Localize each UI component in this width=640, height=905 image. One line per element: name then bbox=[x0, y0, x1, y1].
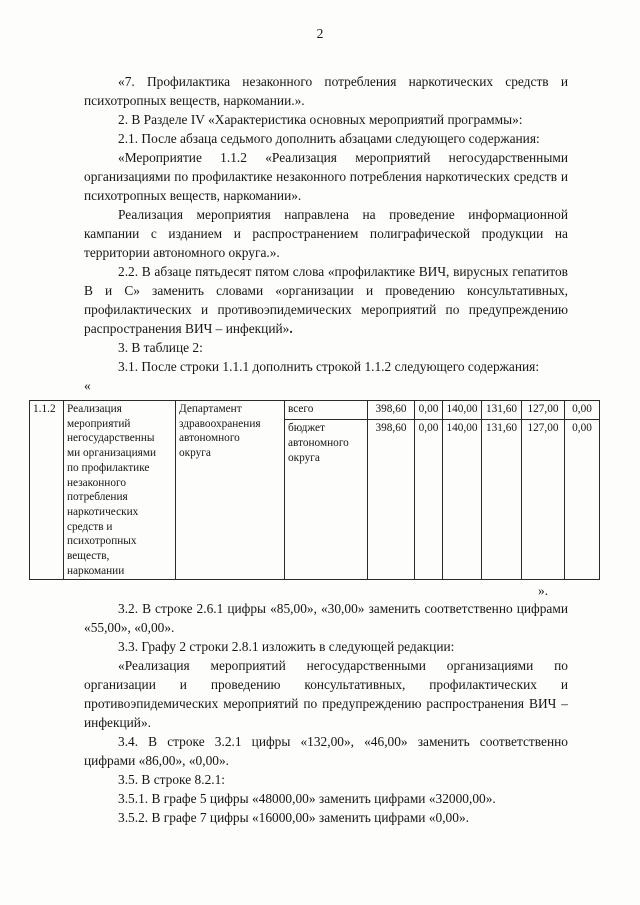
paragraph: 3.1. После строки 1.1.1 дополнить строкой 1.1.2 следующего содержания: bbox=[118, 359, 540, 374]
value-cell: 0,00 bbox=[565, 401, 600, 420]
value-cell: 140,00 bbox=[443, 420, 482, 580]
value-cell: 398,60 bbox=[368, 420, 415, 580]
paragraph: 3.5. В строке 8.2.1: bbox=[118, 772, 226, 787]
paragraph: 2.1. После абзаца седьмого дополнить абзацами следующего содержания: bbox=[118, 131, 540, 146]
page-number: 2 bbox=[316, 26, 324, 41]
row-number-cell: 1.1.2 bbox=[30, 401, 64, 580]
paragraph: 3.4. В строке 3.2.1 цифры «132,00», «46,00» заменить соответственно цифрами «86,00», «0,00». bbox=[84, 734, 568, 768]
table-row bbox=[30, 401, 600, 420]
amendment-text-bottom bbox=[84, 599, 568, 827]
paragraph: «7. Профилактика незаконного потребления наркотических средств и психотропных веществ, наркомании.». bbox=[84, 74, 568, 108]
paragraph: «Реализация мероприятий негосударственными организациями по организации и проведению консультативных, профилактических и противоэпидемических мероприятий по предупреждению распространения ВИЧ – инфекций». bbox=[84, 658, 568, 730]
paragraph: «Мероприятие 1.1.2 «Реализация мероприятий негосударственными организациями по профилактике незаконного потребления наркотических средств и психотропных веществ, наркомании». bbox=[84, 150, 568, 203]
value-cell: 131,60 bbox=[482, 401, 522, 420]
paragraph: 3.3. Графу 2 строки 2.8.1 изложить в следующей редакции: bbox=[118, 639, 455, 654]
paragraph: 2.2. В абзаце пятьдесят пятом слова «профилактике ВИЧ, вирусных гепатитов В и С» заменить словами «организации и проведению консультативных, профилактических и противоэпидемических мероприятий по предупреждению распространения ВИЧ – инфекций». bbox=[84, 264, 568, 336]
value-cell: 0,00 bbox=[565, 420, 600, 580]
paragraph: 3.2. В строке 2.6.1 цифры «85,00», «30,00» заменить соответственно цифрами «55,00», «0,00». bbox=[84, 601, 568, 635]
program-table bbox=[29, 400, 600, 580]
paragraph: « bbox=[84, 378, 91, 393]
value-cell: 127,00 bbox=[522, 420, 565, 580]
funding-source-cell: бюджет автономного округа bbox=[285, 420, 368, 580]
value-cell: 0,00 bbox=[415, 420, 443, 580]
value-cell: 0,00 bbox=[415, 401, 443, 420]
funding-source-cell: всего bbox=[285, 401, 368, 420]
value-cell: 127,00 bbox=[522, 401, 565, 420]
amendment-text-top bbox=[84, 72, 568, 395]
value-cell: 140,00 bbox=[443, 401, 482, 420]
value-cell: 398,60 bbox=[368, 401, 415, 420]
paragraph: 3.5.2. В графе 7 цифры «16000,00» заменить цифрами «0,00». bbox=[118, 810, 469, 825]
executor-cell: Департамент здравоохранения автономного округа bbox=[176, 401, 285, 580]
paragraph: Реализация мероприятия направлена на проведение информационной кампании с изданием и распространением полиграфической продукции на территории автономного округа.». bbox=[84, 207, 568, 260]
value-cell: 131,60 bbox=[482, 420, 522, 580]
paragraph: 3.5.1. В графе 5 цифры «48000,00» заменить цифрами «32000,00». bbox=[118, 791, 496, 806]
activity-cell: Реализация мероприятий негосударственны ми организациями по профилактике незаконного потребления наркотических средств и психотропных веществ, наркомании bbox=[64, 401, 176, 580]
paragraph: 2. В Разделе IV «Характеристика основных мероприятий программы»: bbox=[118, 112, 523, 127]
closing-quote: ». bbox=[538, 583, 549, 598]
paragraph: 3. В таблице 2: bbox=[118, 340, 203, 355]
